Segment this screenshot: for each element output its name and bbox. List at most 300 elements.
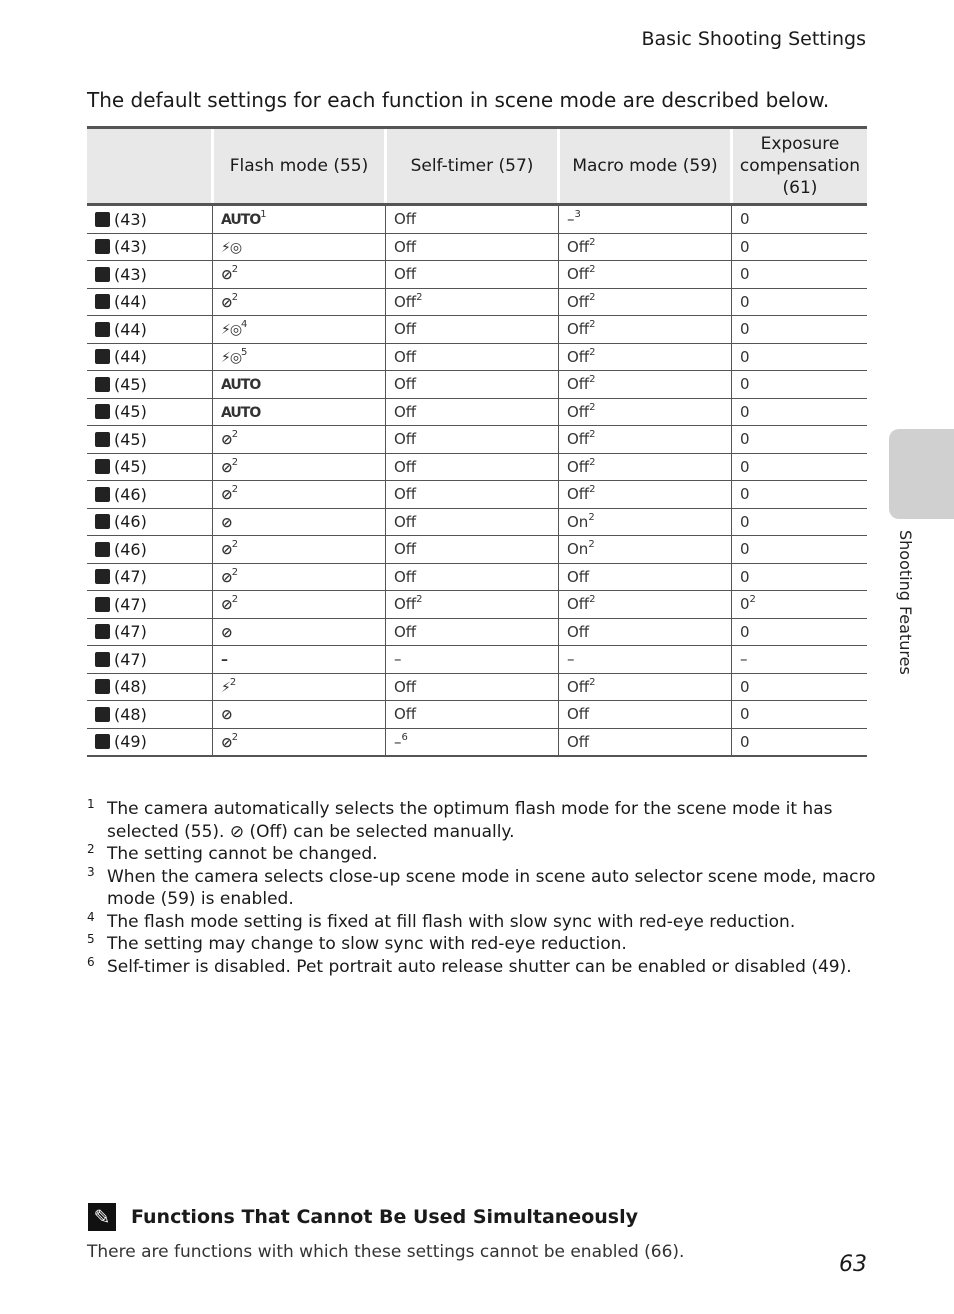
exposure-cell-value: 0: [740, 292, 750, 311]
macro-cell-footnote-ref: 2: [589, 456, 596, 468]
exposure-cell-value: 0: [740, 567, 750, 586]
self-timer-cell: [386, 261, 559, 289]
macro-cell-value: Off: [567, 347, 590, 366]
macro-cell-footnote-ref: 2: [589, 236, 596, 248]
self-timer-cell-footnote-ref: 2: [416, 594, 423, 606]
flash-cell: [213, 618, 386, 646]
footnote: [87, 798, 877, 843]
self-timer-cell-value: Off: [394, 540, 417, 559]
macro-cell-value: On: [567, 512, 589, 531]
header-self-timer: Self-timer (57): [386, 128, 559, 205]
scene-cell: [87, 426, 213, 454]
self-timer-cell: [386, 233, 559, 261]
macro-cell: [559, 728, 732, 756]
header-scene: [87, 128, 213, 205]
scene-mode-icon: [95, 734, 110, 749]
scene-cell: [87, 288, 213, 316]
macro-cell-value: Off: [567, 677, 590, 696]
scene-cell: [87, 701, 213, 729]
flash-cell-value: ⊘: [221, 294, 232, 311]
flash-cell: [213, 728, 386, 756]
flash-cell-footnote-ref: 5: [241, 346, 248, 358]
self-timer-cell: [386, 563, 559, 591]
intro-text: The default settings for each function in scene mode are described below.: [87, 88, 830, 112]
flash-cell-footnote-ref: 2: [229, 676, 237, 688]
note-title: Functions That Cannot Be Used Simultaneously: [131, 1206, 638, 1228]
macro-cell: [559, 646, 732, 674]
macro-cell: [559, 371, 732, 399]
scene-mode-icon: [95, 707, 110, 722]
footnote-text: The camera automatically selects the optimum flash mode for the scene mode it has selected (55). ⊘ (Off) can be selected manually.: [107, 799, 833, 842]
exposure-cell: [732, 426, 868, 454]
macro-cell-footnote-ref: 2: [589, 346, 596, 358]
self-timer-cell-value: Off: [394, 512, 417, 531]
exposure-cell-value: 0: [740, 265, 750, 284]
scene-cell-value: (46): [114, 512, 147, 532]
header-exposure-compensation: Exposure compensation (61): [732, 128, 868, 205]
flash-cell: [213, 288, 386, 316]
scene-cell: [87, 261, 213, 289]
table-row: [87, 481, 867, 509]
self-timer-cell: [386, 673, 559, 701]
macro-cell-value: Off: [567, 622, 590, 641]
self-timer-cell: [386, 591, 559, 619]
self-timer-cell: [386, 205, 559, 234]
scene-cell-value: (46): [114, 539, 147, 559]
scene-cell-value: (44): [114, 292, 147, 312]
macro-cell-value: Off: [567, 567, 590, 586]
flash-cell-value: ⚡: [221, 679, 230, 696]
scene-cell-value: (47): [114, 649, 147, 669]
flash-cell-value: ⊘: [221, 459, 232, 476]
macro-cell-footnote-ref: 2: [589, 374, 596, 386]
scene-cell-value: (47): [114, 567, 147, 587]
macro-cell: [559, 563, 732, 591]
table-row: [87, 701, 867, 729]
flash-cell: [213, 371, 386, 399]
scene-cell-value: (43): [114, 237, 147, 257]
exposure-cell-value: 0: [740, 677, 750, 696]
table-row: [87, 728, 867, 756]
table-row: [87, 261, 867, 289]
self-timer-cell: [386, 288, 559, 316]
table-body: [87, 205, 867, 757]
macro-cell-footnote-ref: 2: [589, 676, 596, 688]
flash-cell-footnote-ref: 2: [231, 594, 239, 606]
exposure-cell: [732, 728, 868, 756]
table-row: [87, 646, 867, 674]
scene-cell-value: (44): [114, 319, 147, 339]
self-timer-cell-value: Off: [394, 265, 417, 284]
scene-cell-value: (47): [114, 594, 147, 614]
flash-cell-value: ⊘: [221, 487, 232, 504]
exposure-cell: [732, 536, 868, 564]
macro-cell-footnote-ref: 2: [589, 484, 596, 496]
exposure-cell: [732, 233, 868, 261]
macro-cell-footnote-ref: 2: [589, 429, 596, 441]
footnote: [87, 933, 877, 956]
flash-cell-value: ⚡◎: [221, 322, 242, 339]
macro-cell-value: Off: [567, 375, 590, 394]
exposure-cell: [732, 618, 868, 646]
table-row: [87, 398, 867, 426]
self-timer-cell-value: –: [394, 650, 402, 669]
macro-cell: [559, 426, 732, 454]
table-row: [87, 563, 867, 591]
scene-cell-value: (48): [114, 677, 147, 697]
footnotes: [87, 798, 877, 978]
macro-cell-value: –: [567, 210, 575, 229]
flash-cell: [213, 343, 386, 371]
flash-cell-footnote-ref: 2: [231, 566, 239, 578]
exposure-cell-value: 0: [740, 237, 750, 256]
scene-cell-value: (45): [114, 457, 147, 477]
macro-cell-value: Off: [567, 237, 590, 256]
self-timer-cell: [386, 453, 559, 481]
macro-cell: [559, 316, 732, 344]
header-flash-mode: Flash mode (55): [213, 128, 386, 205]
scene-cell-value: (44): [114, 347, 147, 367]
footnote-number: 1: [87, 797, 95, 811]
macro-cell: [559, 591, 732, 619]
macro-cell-footnote-ref: 2: [588, 539, 595, 551]
flash-cell: [213, 563, 386, 591]
macro-cell: [559, 673, 732, 701]
header-macro-mode: Macro mode (59): [559, 128, 732, 205]
macro-cell-value: Off: [567, 485, 590, 504]
exposure-cell-value: 0: [740, 622, 750, 641]
self-timer-cell: [386, 618, 559, 646]
flash-cell: [213, 646, 386, 674]
table-row: [87, 371, 867, 399]
scene-mode-icon: [95, 569, 110, 584]
macro-cell: [559, 536, 732, 564]
exposure-cell: [732, 591, 868, 619]
scene-cell: [87, 371, 213, 399]
scene-cell: [87, 316, 213, 344]
exposure-cell: [732, 481, 868, 509]
macro-cell-value: –: [567, 650, 575, 669]
flash-cell-value: AUTO: [221, 212, 261, 229]
scene-cell: [87, 233, 213, 261]
macro-cell: [559, 453, 732, 481]
scene-mode-icon: [95, 404, 110, 419]
scene-mode-icon: [95, 267, 110, 282]
footnote: [87, 956, 877, 979]
scene-mode-icon: [95, 652, 110, 667]
flash-cell: [213, 426, 386, 454]
flash-cell-footnote-ref: 2: [231, 539, 239, 551]
macro-cell-footnote-ref: 2: [589, 264, 596, 276]
scene-mode-icon: [95, 322, 110, 337]
self-timer-cell-value: Off: [394, 567, 417, 586]
self-timer-cell-value: Off: [394, 237, 417, 256]
exposure-cell-footnote-ref: 2: [749, 594, 756, 606]
flash-cell-footnote-ref: 2: [231, 429, 239, 441]
macro-cell-value: Off: [567, 732, 590, 751]
self-timer-cell-value: Off: [394, 320, 417, 339]
exposure-cell: [732, 701, 868, 729]
exposure-cell-value: 0: [740, 375, 750, 394]
flash-cell-value: ⚡◎: [221, 239, 242, 256]
flash-cell: [213, 508, 386, 536]
exposure-cell-value: 0: [740, 705, 750, 724]
footnote-text: The setting may change to slow sync with red-eye reduction.: [107, 934, 627, 954]
scene-cell: [87, 646, 213, 674]
table-row: [87, 618, 867, 646]
scene-cell-value: (48): [114, 704, 147, 724]
macro-cell-footnote-ref: 3: [574, 209, 581, 221]
flash-cell-footnote-ref: 2: [231, 456, 239, 468]
macro-cell: [559, 233, 732, 261]
flash-cell-value: ⊘: [221, 542, 232, 559]
scene-cell: [87, 563, 213, 591]
table-row: [87, 233, 867, 261]
exposure-cell-value: –: [740, 650, 748, 669]
flash-cell-value: ⊘: [221, 734, 232, 751]
self-timer-cell: [386, 481, 559, 509]
scene-cell-value: (45): [114, 374, 147, 394]
self-timer-cell-value: Off: [394, 705, 417, 724]
exposure-cell-value: 0: [740, 732, 750, 751]
table-row: [87, 591, 867, 619]
flash-cell-value: –: [221, 652, 227, 669]
page-number: 63: [839, 1252, 867, 1277]
macro-cell-value: Off: [567, 705, 590, 724]
header-title: Basic Shooting Settings: [641, 28, 866, 50]
exposure-cell: [732, 288, 868, 316]
note-body: There are functions with which these settings cannot be enabled (66).: [87, 1242, 685, 1262]
table-row: [87, 536, 867, 564]
macro-cell-footnote-ref: 2: [589, 291, 596, 303]
flash-cell-value: AUTO: [221, 377, 261, 394]
scene-cell: [87, 591, 213, 619]
macro-cell: [559, 701, 732, 729]
self-timer-cell: [386, 728, 559, 756]
table-header-row: [87, 128, 867, 205]
exposure-cell: [732, 371, 868, 399]
scene-cell-value: (46): [114, 484, 147, 504]
exposure-cell-value: 0: [740, 540, 750, 559]
table-row: [87, 288, 867, 316]
macro-cell: [559, 205, 732, 234]
flash-cell: [213, 233, 386, 261]
exposure-cell-value: 0: [740, 512, 750, 531]
table-row: [87, 673, 867, 701]
macro-cell: [559, 398, 732, 426]
macro-cell: [559, 618, 732, 646]
exposure-cell: [732, 563, 868, 591]
scene-cell-value: (45): [114, 429, 147, 449]
note-icon: ✎: [88, 1203, 116, 1231]
scene-mode-icon: [95, 212, 110, 227]
footnote: [87, 866, 877, 911]
exposure-cell: [732, 261, 868, 289]
exposure-cell: [732, 398, 868, 426]
self-timer-cell-value: Off: [394, 292, 417, 311]
footnote-text: The flash mode setting is fixed at fill flash with slow sync with red-eye reduction.: [107, 911, 796, 932]
macro-cell-footnote-ref: 2: [589, 401, 596, 413]
scene-cell: [87, 453, 213, 481]
exposure-cell-value: 0: [740, 402, 750, 421]
scene-mode-icon: [95, 679, 110, 694]
scene-mode-icon: [95, 597, 110, 612]
flash-cell-value: ⊘: [221, 432, 232, 449]
footnote-text: Self-timer is disabled. Pet portrait auto release shutter can be enabled or disabled (49).: [107, 956, 852, 977]
flash-cell-footnote-ref: 2: [231, 484, 239, 496]
flash-cell-value: AUTO: [221, 404, 261, 421]
macro-cell: [559, 261, 732, 289]
exposure-cell-value: 0: [740, 320, 750, 339]
macro-cell: [559, 508, 732, 536]
exposure-cell: [732, 205, 868, 234]
table-row: [87, 508, 867, 536]
flash-cell-footnote-ref: 2: [231, 264, 239, 276]
table-row: [87, 205, 867, 234]
flash-cell: [213, 453, 386, 481]
self-timer-cell-value: Off: [394, 457, 417, 476]
exposure-cell-value: 0: [740, 595, 750, 614]
scene-mode-icon: [95, 487, 110, 502]
footnote: [87, 911, 877, 934]
self-timer-cell: [386, 371, 559, 399]
macro-cell-footnote-ref: 2: [589, 594, 596, 606]
scene-cell: [87, 673, 213, 701]
scene-cell: [87, 343, 213, 371]
exposure-cell: [732, 453, 868, 481]
flash-cell: [213, 701, 386, 729]
self-timer-cell: [386, 316, 559, 344]
scene-mode-icon: [95, 432, 110, 447]
self-timer-cell-footnote-ref: 2: [416, 291, 423, 303]
self-timer-cell-value: –: [394, 732, 402, 751]
table-row: [87, 343, 867, 371]
flash-cell-footnote-ref: 1: [260, 209, 267, 221]
side-tab-label: Shooting Features: [896, 530, 915, 675]
table-row: [87, 453, 867, 481]
footnote-number: 4: [87, 909, 95, 924]
self-timer-cell-value: Off: [394, 430, 417, 449]
macro-cell-value: Off: [567, 402, 590, 421]
self-timer-cell-value: Off: [394, 595, 417, 614]
self-timer-cell-value: Off: [394, 485, 417, 504]
scene-cell-value: (45): [114, 402, 147, 422]
scene-cell: [87, 508, 213, 536]
flash-cell: [213, 591, 386, 619]
table-row: [87, 316, 867, 344]
footnote-number: 6: [87, 954, 95, 969]
flash-cell-value: ⊘: [221, 514, 232, 531]
scene-mode-icon: [95, 459, 110, 474]
scene-mode-icon: [95, 542, 110, 557]
exposure-cell-value: 0: [740, 485, 750, 504]
self-timer-cell-value: Off: [394, 375, 417, 394]
scene-mode-icon: [95, 239, 110, 254]
exposure-cell-value: 0: [740, 210, 750, 229]
flash-cell-footnote-ref: 2: [231, 731, 239, 743]
self-timer-cell: [386, 343, 559, 371]
exposure-cell: [732, 343, 868, 371]
self-timer-cell-value: Off: [394, 402, 417, 421]
flash-cell-value: ⊘: [221, 267, 232, 284]
macro-cell-value: Off: [567, 595, 590, 614]
exposure-cell: [732, 673, 868, 701]
scene-cell: [87, 728, 213, 756]
self-timer-cell: [386, 536, 559, 564]
macro-cell-value: Off: [567, 292, 590, 311]
exposure-cell-value: 0: [740, 430, 750, 449]
scene-cell: [87, 205, 213, 234]
flash-cell: [213, 398, 386, 426]
flash-cell-value: ⊘: [221, 707, 232, 724]
side-tab: [889, 429, 954, 519]
self-timer-cell: [386, 701, 559, 729]
scene-cell: [87, 536, 213, 564]
self-timer-cell: [386, 426, 559, 454]
scene-mode-icon: [95, 349, 110, 364]
scene-mode-icon: [95, 377, 110, 392]
macro-cell-value: Off: [567, 320, 590, 339]
table-row: [87, 426, 867, 454]
scene-cell-value: (49): [114, 732, 147, 752]
footnote-number: 2: [87, 842, 95, 856]
exposure-cell-value: 0: [740, 457, 750, 476]
scene-cell: [87, 618, 213, 646]
macro-cell: [559, 288, 732, 316]
exposure-cell: [732, 646, 868, 674]
flash-cell: [213, 673, 386, 701]
self-timer-cell-value: Off: [394, 210, 417, 229]
flash-cell-footnote-ref: 4: [241, 319, 248, 331]
flash-cell: [213, 316, 386, 344]
self-timer-cell-value: Off: [394, 677, 417, 696]
exposure-cell: [732, 508, 868, 536]
macro-cell: [559, 481, 732, 509]
footnote-text: The setting cannot be changed.: [107, 844, 378, 864]
self-timer-cell: [386, 398, 559, 426]
self-timer-cell-footnote-ref: 6: [401, 731, 408, 743]
scene-cell-value: (43): [114, 209, 147, 229]
flash-cell-value: ⊘: [221, 569, 232, 586]
exposure-cell: [732, 316, 868, 344]
flash-cell-value: ⊘: [221, 597, 232, 614]
flash-cell-footnote-ref: 2: [231, 291, 239, 303]
exposure-cell-value: 0: [740, 347, 750, 366]
scene-cell-value: (43): [114, 264, 147, 284]
footnote: [87, 843, 877, 866]
flash-cell: [213, 205, 386, 234]
scene-mode-icon: [95, 514, 110, 529]
self-timer-cell: [386, 646, 559, 674]
macro-cell-value: Off: [567, 265, 590, 284]
macro-cell-value: Off: [567, 457, 590, 476]
macro-cell-value: On: [567, 540, 589, 559]
footnote-number: 3: [87, 864, 95, 879]
macro-cell-footnote-ref: 2: [588, 511, 595, 523]
macro-cell-footnote-ref: 2: [589, 319, 596, 331]
flash-cell: [213, 481, 386, 509]
flash-cell-value: ⚡◎: [221, 349, 242, 366]
scene-cell-value: (47): [114, 622, 147, 642]
scene-mode-icon: [95, 624, 110, 639]
flash-cell: [213, 261, 386, 289]
flash-cell: [213, 536, 386, 564]
macro-cell-value: Off: [567, 430, 590, 449]
footnote-number: 5: [87, 932, 95, 946]
macro-cell: [559, 343, 732, 371]
self-timer-cell: [386, 508, 559, 536]
scene-settings-table: [87, 126, 867, 757]
